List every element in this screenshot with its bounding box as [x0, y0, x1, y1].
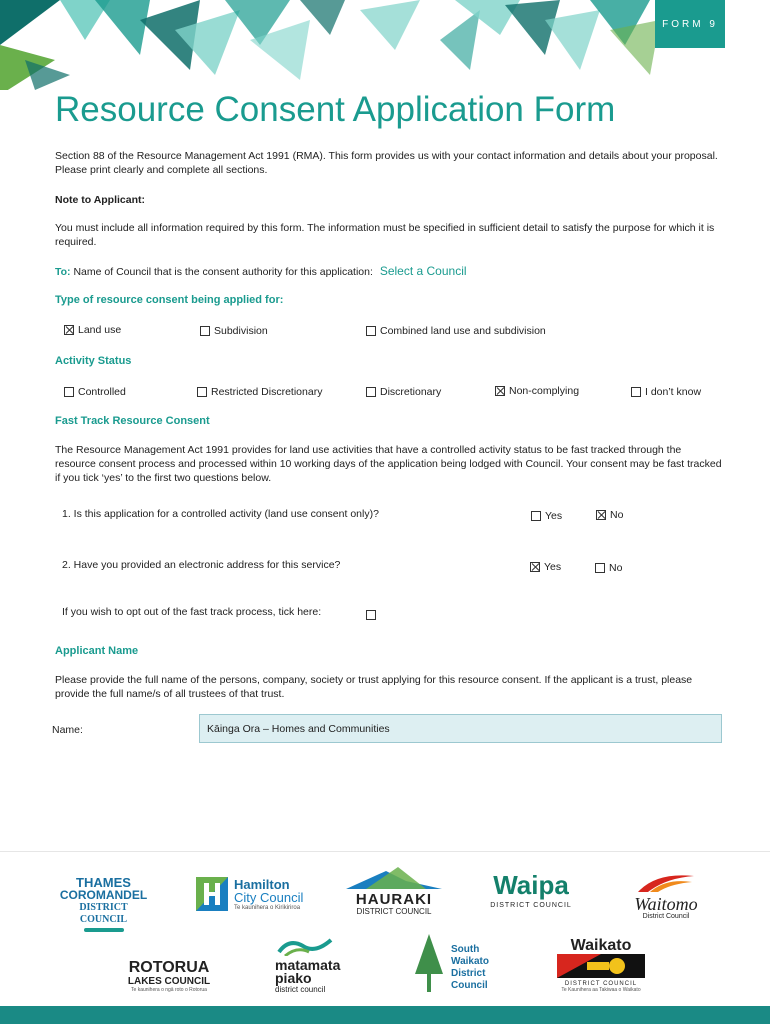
option-discretionary[interactable] — [366, 386, 441, 398]
name-value: Kāinga Ora – Homes and Communities — [207, 723, 390, 735]
q2-no-checkbox[interactable] — [595, 563, 605, 573]
subdivision-checkbox[interactable] — [200, 326, 210, 336]
form-number-text: FORM 9 — [662, 18, 718, 30]
question-1-text: 1. Is this application for a controlled activity (land use consent only)? — [62, 508, 379, 520]
waikato-logo-line-3: Te Kaunihera aa Takiwaa o Waikato — [561, 987, 641, 993]
q2-yes-checkbox[interactable] — [530, 562, 540, 572]
discretionary-checkbox[interactable] — [366, 387, 376, 397]
dont-know-label: I don’t know — [645, 386, 702, 398]
opt-out-checkbox[interactable] — [366, 610, 376, 620]
option-restricted-discretionary[interactable] — [197, 386, 322, 398]
q2-no-label: No — [609, 562, 623, 574]
option-subdivision[interactable] — [200, 325, 268, 337]
name-field[interactable] — [199, 714, 722, 743]
thames-logo-line-2: COROMANDEL — [59, 888, 148, 902]
combined-label: Combined land use and subdivision — [380, 325, 546, 337]
waikato-logo-line-1: Waikato — [570, 937, 632, 954]
hamilton-logo-line-3: Te kaunihera o Kirikiriroa — [234, 905, 301, 911]
q1-yes-label: Yes — [545, 510, 563, 522]
controlled-checkbox[interactable] — [64, 387, 74, 397]
rotorua-logo-line-3: Te kaunihera o ngā roto o Rotorua — [131, 987, 207, 993]
south-waikato-line-1: South — [451, 944, 480, 955]
waipa-logo-line-1: Waipa — [493, 870, 569, 900]
non-complying-checkbox[interactable] — [495, 386, 505, 396]
dont-know-checkbox[interactable] — [631, 387, 641, 397]
note-text: You must include all information required by this form. The information must be specified in sufficient detail to satisfy the purpose for which it is required. — [55, 222, 715, 248]
hamilton-logo-line-2: City Council — [234, 890, 304, 905]
matamata-wave-icon — [275, 936, 335, 956]
matamata-logo-line-2: piako — [275, 970, 312, 986]
page-title: Resource Consent Application Form — [55, 90, 616, 129]
land-use-checkbox[interactable] — [64, 325, 74, 335]
waikato-logo-line-2: DISTRICT COUNCIL — [564, 981, 638, 987]
option-controlled[interactable] — [64, 386, 126, 398]
footer-divider — [0, 851, 770, 852]
q1-yes-option[interactable] — [531, 510, 562, 522]
option-combined[interactable] — [366, 325, 546, 337]
land-use-label: Land use — [78, 324, 122, 336]
to-text: Name of Council that is the consent authority for this application: — [73, 266, 373, 278]
applicant-text: Please provide the full name of the persons, company, society or trust applying for this resource consent. If the applicant is a trust, please provide the full name/s of all trustees of that trust. — [55, 674, 693, 700]
restricted-discretionary-checkbox[interactable] — [197, 387, 207, 397]
fast-track-text: The Resource Management Act 1991 provides for land use activities that have a controlled activity status to be fast tracked through the resource consent process and processed within 10 working days of the application being lodged with Council. Your consent may be fast tracked if you tick ‘yes’ to the first two questions below. — [55, 444, 722, 484]
q1-no-checkbox[interactable] — [596, 510, 606, 520]
thames-logo-line-1: THAMES — [76, 875, 131, 890]
council-select[interactable]: Select a Council — [379, 264, 467, 278]
waikato-emblem-icon — [557, 954, 645, 978]
hamilton-logo-line-1: Hamilton — [234, 877, 290, 892]
rotorua-logo-line-2: LAKES COUNCIL — [127, 976, 211, 987]
waipa-logo-line-2: DISTRICT COUNCIL — [490, 902, 572, 909]
non-complying-label: Non-complying — [509, 385, 580, 397]
discretionary-label: Discretionary — [380, 386, 442, 398]
note-heading: Note to Applicant: — [55, 194, 146, 206]
waitomo-logo — [616, 872, 716, 920]
waitomo-logo-line-1: Waitomo — [634, 894, 698, 914]
form-number-badge — [655, 0, 725, 48]
option-non-complying[interactable] — [495, 385, 579, 397]
consent-type-heading: Type of resource consent being applied for: — [55, 294, 284, 306]
intro-text: Section 88 of the Resource Management Act 1991 (RMA). This form provides us with your contact information and details about your proposal. Please print clearly and complete all sections. — [55, 150, 718, 176]
opt-out-text: If you wish to opt out of the fast track process, tick here: — [62, 606, 322, 618]
activity-status-heading: Activity Status — [55, 355, 132, 367]
q2-yes-option[interactable] — [530, 561, 561, 573]
hamilton-h-icon — [196, 877, 228, 911]
matamata-logo-line-3: district council — [275, 985, 326, 994]
south-waikato-line-2: Waikato — [451, 956, 489, 967]
footer-bar — [0, 1006, 770, 1024]
thames-wave-icon — [84, 928, 124, 932]
restricted-discretionary-label: Restricted Discretionary — [211, 386, 323, 398]
thames-coromandel-logo — [56, 876, 151, 932]
subdivision-label: Subdivision — [214, 325, 268, 337]
to-row — [55, 264, 467, 278]
rotorua-logo-line-1: ROTORUA — [128, 959, 210, 976]
q1-yes-checkbox[interactable] — [531, 511, 541, 521]
q1-no-option[interactable] — [596, 509, 623, 521]
matamata-logo-line-1: matamata — [275, 957, 341, 973]
south-waikato-tree-icon — [413, 934, 445, 994]
fast-track-heading: Fast Track Resource Consent — [55, 415, 210, 427]
q2-yes-label: Yes — [544, 561, 562, 573]
hauraki-logo-line-2: DISTRICT COUNCIL — [356, 907, 432, 916]
waikato-district-logo — [555, 938, 647, 993]
matamata-piako-logo — [275, 936, 359, 994]
combined-checkbox[interactable] — [366, 326, 376, 336]
q2-no-option[interactable] — [595, 562, 622, 574]
name-label: Name: — [52, 724, 83, 736]
hauraki-logo — [346, 867, 442, 916]
controlled-label: Controlled — [78, 386, 126, 398]
hauraki-logo-line-1: HAURAKI — [355, 891, 433, 908]
option-dont-know[interactable] — [631, 386, 701, 398]
to-label: To: — [55, 266, 71, 278]
south-waikato-line-3: District — [451, 968, 486, 979]
south-waikato-line-4: Council — [451, 980, 488, 991]
hauraki-mountain-icon — [346, 867, 442, 889]
thames-logo-line-3: DISTRICT COUNCIL — [79, 902, 128, 925]
applicant-heading: Applicant Name — [55, 645, 139, 657]
question-2-text: 2. Have you provided an electronic address for this service? — [62, 559, 341, 571]
waipa-logo — [485, 868, 577, 909]
rotorua-logo — [120, 960, 218, 993]
waitomo-flame-icon — [636, 872, 696, 892]
q1-no-label: No — [610, 509, 624, 521]
waitomo-logo-line-2: District Council — [642, 913, 690, 920]
option-land-use[interactable] — [64, 324, 121, 336]
